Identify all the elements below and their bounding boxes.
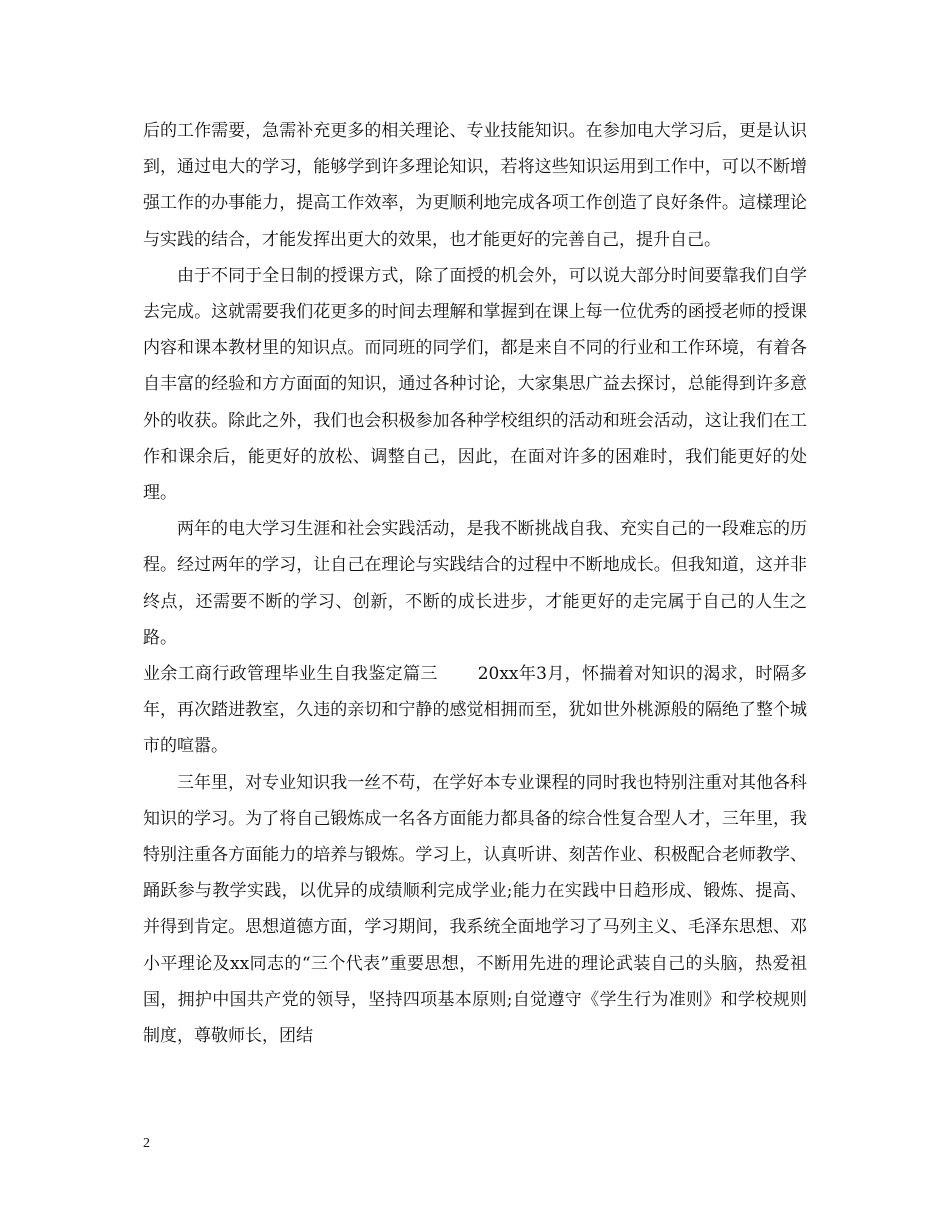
document-body [143,113,807,1054]
paragraph-5: 三年里，对专业知识我一丝不苟，在学好本专业课程的同时我也特别注重对其他各科知识的学习。为了将自己锻炼成一名各方面能力都具备的综合性复合型人才，三年里，我特别注重各方面能力的培养与锻炼。学习上，认真听讲、刻苦作业、积极配合老师教学、踊跃参与教学实践，以优异的成绩顺利完成学业;能力在实践中日趋形成、锻炼、提高、并得到肯定。思想道德方面，学习期间，我系统全面地学习了马列主义、毛泽东思想、邓小平理论及xx同志的“三个代表”重要思想，不断用先进的理论武装自己的头脑，热爱祖国，拥护中国共产党的领导，坚持四项基本原则;自觉遵守《学生行为准则》和学校规则制度，尊敬师长，团结 [143,772,807,1047]
section-heading: 业余工商行政管理毕业生自我鉴定篇三 [143,664,438,685]
paragraph-4 [143,656,807,765]
paragraph-3: 两年的电大学习生涯和社会实践活动，是我不断挑战自我、充实自己的一段难忘的历程。经过两年的学习，让自己在理论与实践结合的过程中不断地成长。但我知道，这并非终点，还需要不断的学习、创新，不断的成长进步，才能更好的走完属于自己的人生之路。 [143,519,807,648]
paragraph-4-text: 20xx年3月，怀揣着对知识的渴求，时隔多年，再次踏进教室，久违的亲切和宁静的感觉相拥而至，犹如世外桃源般的隔绝了整个城市的喧嚣。 [143,664,807,757]
page-number: 2 [143,1136,150,1151]
paragraph-2: 由于不同于全日制的授课方式，除了面授的机会外，可以说大部分时间要靠我们自学去完成。这就需要我们花更多的时间去理解和掌握到在课上每一位优秀的函授老师的授课内容和课本教材里的知识点。而同班的同学们，都是来自不同的行业和工作环境，有着各自丰富的经验和方方面面的知识，通过各种讨论，大家集思广益去探讨，总能得到许多意外的收获。除此之外，我们也会积极参加各种学校组织的活动和班会活动，这让我们在工作和课余后，能更好的放松、调整自己，因此，在面对许多的困难时，我们能更好的处理。 [143,265,807,504]
paragraph-1: 后的工作需要，急需补充更多的相关理论、专业技能知识。在参加电大学习后，更是认识到，通过电大的学习，能够学到许多理论知识，若将这些知识运用到工作中，可以不断增强工作的办事能力，提高工作效率，为更顺利地完成各项工作创造了良好条件。這樣理论与实践的结合，才能发挥出更大的效果，也才能更好的完善自己，提升自己。 [143,121,807,250]
